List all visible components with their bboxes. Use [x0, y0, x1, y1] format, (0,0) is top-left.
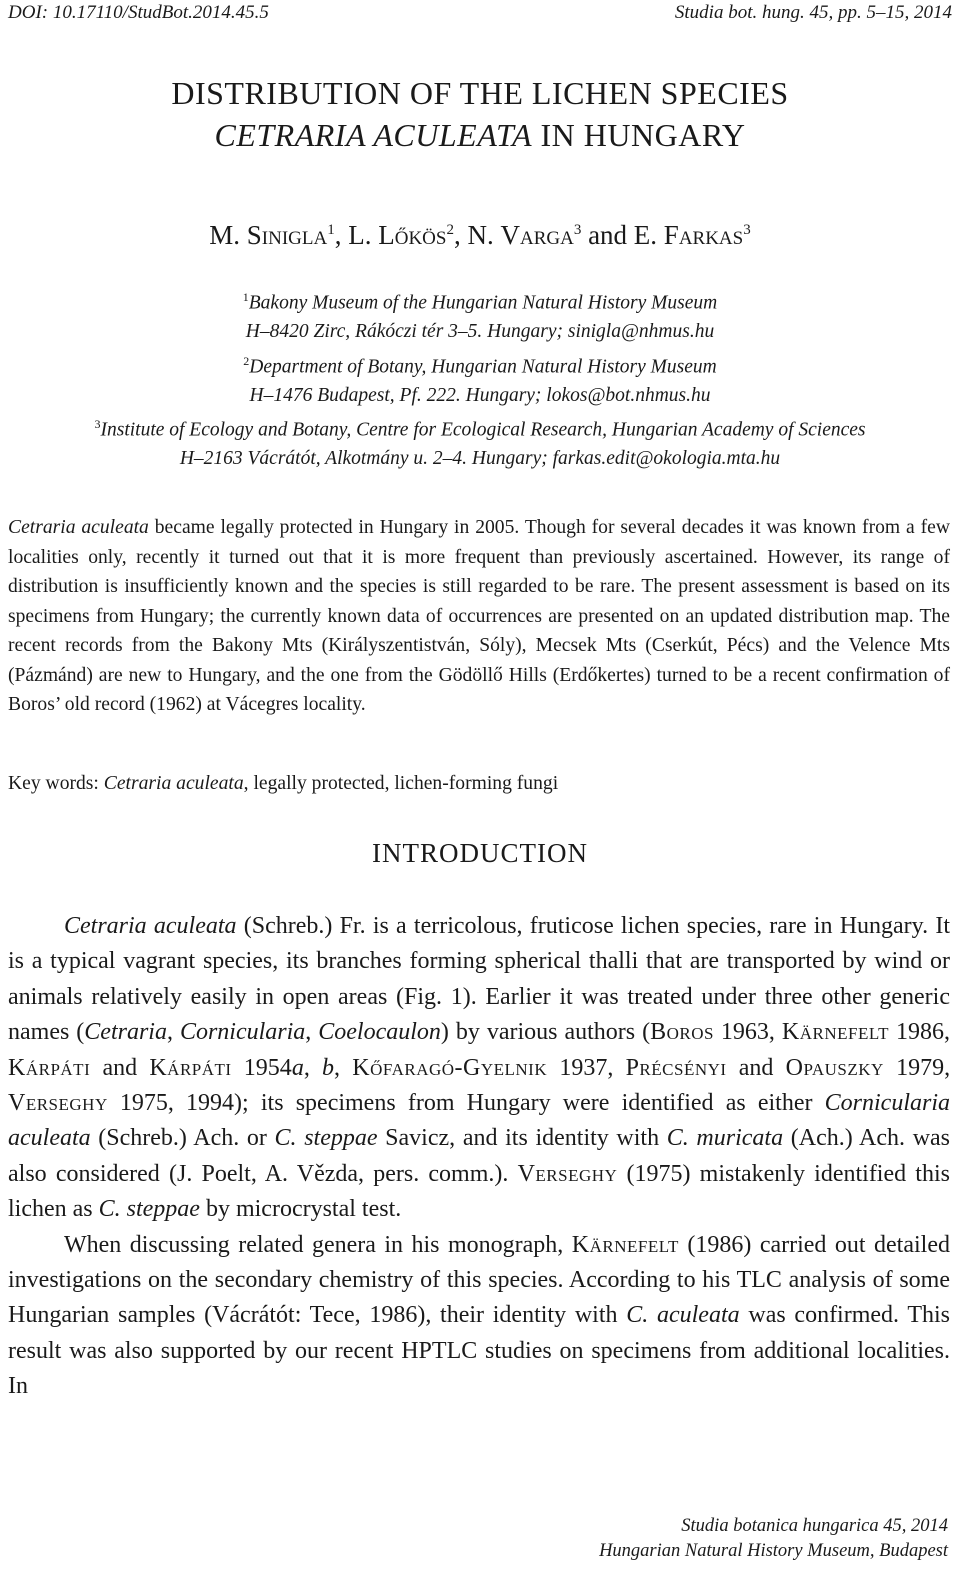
author-2-initial: L. [348, 220, 379, 250]
text-run: (1975) mistakenly identified this lichen as [8, 1160, 950, 1223]
text-run: Kárpáti [8, 1054, 91, 1081]
text-run: , [303, 1054, 323, 1081]
affiliation-2-line-1: Department of Botany, Hungarian Natural History Museum [249, 356, 717, 378]
author-separator: , [453, 220, 468, 250]
paper-title [0, 72, 960, 156]
text-run: C. steppae [274, 1125, 378, 1152]
affiliation-2-address: H–1476 Budapest, Pf. 222. Hungary; lokos@bot.nhmus.hu [249, 384, 711, 406]
author-separator: and [581, 220, 634, 250]
text-run: Précsényi [625, 1054, 727, 1081]
author-separator: , [334, 220, 349, 250]
text-run: Cetraria [84, 1019, 167, 1046]
abstract-species-name: Cetraria aculeata [8, 517, 149, 538]
text-run: Verseghy [8, 1090, 108, 1117]
running-header [8, 2, 952, 24]
author-4-name: Farkas [663, 220, 744, 250]
text-run: (Schreb.) Ach. or [90, 1125, 275, 1152]
text-run: was confirmed. This result was also supported by our recent HPTLC studies on specimens from additional localities. In [8, 1302, 951, 1400]
page-footer [599, 1514, 948, 1564]
text-run: When discussing related genera in his monograph, [64, 1231, 572, 1258]
text-run: , [166, 1019, 180, 1046]
abstract [8, 513, 950, 720]
text-run: , [305, 1019, 319, 1046]
affiliation-1-line-1: Bakony Museum of the Hungarian Natural History Museum [248, 292, 718, 314]
author-2-affiliation: 2 [446, 222, 454, 238]
text-run: C. steppae [98, 1196, 200, 1223]
affiliation-3-line-1: Institute of Ecology and Botany, Centre for Ecological Research, Hungarian Academy of Sciences [100, 419, 866, 441]
text-run: b [322, 1054, 335, 1081]
affiliation-3-address: H–2163 Vácrátót, Alkotmány u. 2–4. Hungary; farkas.edit@okologia.mta.hu [179, 448, 781, 470]
author-3-initial: N. [467, 220, 501, 250]
footer-journal: Studia botanica hungarica 45, 2014 [681, 1516, 948, 1536]
author-4-affiliation: 3 [743, 222, 751, 238]
footer-publisher: Hungarian Natural History Museum, Budapest [599, 1541, 948, 1561]
keywords-rest: , legally protected, lichen-forming fungi [243, 773, 559, 794]
affiliation-2-marker: 2 [243, 353, 250, 368]
affiliation-1-address: H–8420 Zirc, Rákóczi tér 3–5. Hungary; sinigla@nhmus.hu [245, 321, 715, 343]
text-run: C. muricata [666, 1125, 784, 1152]
intro-paragraph-1 [8, 909, 950, 1228]
author-1-name: Sinigla [246, 220, 328, 250]
introduction-body [8, 909, 950, 1405]
author-4-initial: E. [633, 220, 664, 250]
title-species-name: CETRARIA ACULEATA [214, 117, 533, 153]
text-run: Cornicularia aculeata [8, 1090, 950, 1152]
text-run: 1979, [883, 1054, 951, 1081]
text-run: Cetraria aculeata [64, 913, 237, 939]
text-run: Coelocaulon [318, 1019, 441, 1046]
affiliation-list [0, 283, 960, 474]
text-run: Kőfaragó-Gyelnik [352, 1054, 548, 1081]
keywords-species: Cetraria aculeata [103, 773, 244, 794]
author-list [0, 220, 960, 251]
text-run: , [334, 1054, 353, 1081]
text-run: by microcrystal test. [199, 1196, 402, 1223]
text-run: Cornicularia [179, 1019, 306, 1046]
intro-paragraph-2 [8, 1228, 950, 1405]
text-run: (Ach.) Ach. was also considered (J. Poelt, A. Vězda, pers. comm.). [8, 1125, 951, 1187]
affiliation-3-marker: 3 [94, 417, 101, 432]
text-run: Boros [650, 1019, 714, 1046]
text-run: Kärnefelt [781, 1019, 890, 1046]
text-run: 1986, [889, 1019, 950, 1046]
author-2-name: Lőkös [378, 220, 447, 250]
author-1-affiliation: 1 [327, 222, 335, 238]
author-3-affiliation: 3 [573, 222, 582, 238]
section-heading-introduction: INTRODUCTION [372, 838, 588, 868]
affiliation-3 [0, 410, 960, 445]
affiliation-2 [0, 347, 960, 382]
text-run: 1954 [231, 1054, 292, 1081]
title-line-1: DISTRIBUTION OF THE LICHEN SPECIES [171, 75, 789, 111]
text-run: (1986) carried out detailed investigations on the secondary chemistry of this species. According to his TLC analysis of some Hungarian samples (Vácrátót: Tece, 1986), their identity with [8, 1231, 950, 1329]
text-run: and [90, 1054, 150, 1081]
title-line-2-rest: IN HUNGARY [532, 117, 746, 153]
text-run: and [726, 1054, 786, 1081]
text-run: (Schreb.) Fr. is a terricolous, fruticose lichen species, rare in Hungary. It is a typical vagrant species, its branches forming spherical thalli that are transported by wind or animals relatively easily in open areas (Fig. 1). Earlier it was treated under three other generic names ( [8, 913, 950, 1046]
title-line-2 [0, 114, 960, 156]
doi-text[interactable]: DOI: 10.17110/StudBot.2014.45.5 [8, 2, 269, 23]
keywords-label: Key words: [8, 773, 104, 794]
text-run: ) by various authors ( [440, 1019, 651, 1046]
affiliation-1-marker: 1 [242, 290, 249, 304]
text-run: Kärnefelt [571, 1231, 679, 1258]
text-run: Opauszky [785, 1054, 884, 1081]
author-3-name: Varga [500, 220, 574, 250]
text-run: Verseghy [517, 1160, 618, 1187]
text-run: C. aculeata [626, 1302, 740, 1329]
text-run: Kárpáti [149, 1054, 232, 1081]
text-run: 1975, 1994); its specimens from Hungary were identified as either [107, 1090, 825, 1117]
journal-reference: Studia bot. hung. 45, pp. 5–15, 2014 [674, 2, 952, 23]
text-run: 1937, [547, 1054, 626, 1081]
abstract-text: became legally protected in Hungary in 2005. Though for several decades it was known from a few localities only, recently it turned out that it is more frequent than previously ascertained. However, its range of distribution is insufficiently known and the species is still regarded to be rare. The present assessment is based on its specimens from Hungary; the currently known data of occurrences are presented on an updated distribution map. The recent records from the Bakony Mts (Királyszentistván, Sóly), Mecsek Mts (Cserkút, Pécs) and the Velence Mts (Pázmánd) are new to Hungary, and the one from the Gödöllő Hills (Erdőkertes) turned to be a recent confirmation of Boros’ old record (1962) at Vácegres locality. [8, 517, 950, 715]
text-run: Savicz, and its identity with [377, 1125, 667, 1152]
keywords [8, 773, 950, 795]
author-1-initial: M. [209, 220, 247, 250]
affiliation-1 [0, 283, 960, 318]
text-run: a [291, 1054, 304, 1081]
text-run: 1963, [713, 1019, 782, 1046]
